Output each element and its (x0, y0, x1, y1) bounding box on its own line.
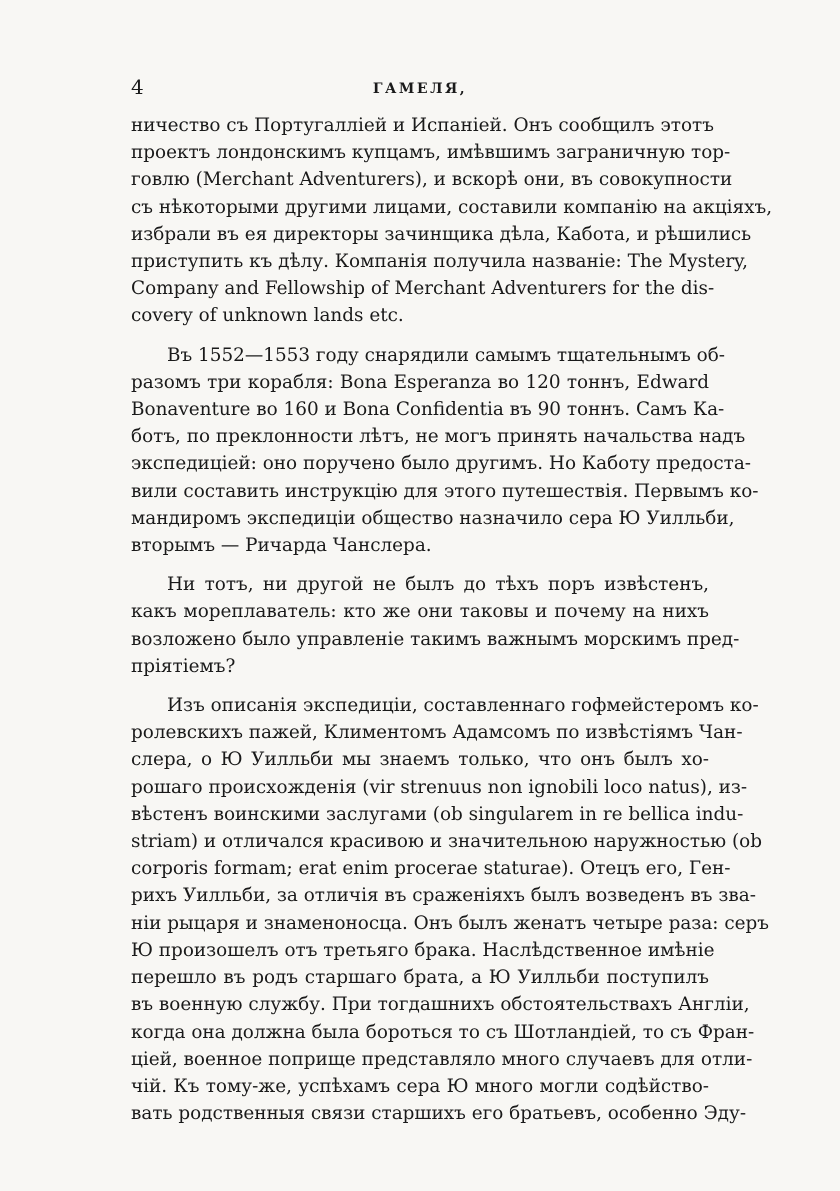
text-line: разомъ три корабля: Bona Esperanza во 120 тоннъ, Edward (131, 371, 709, 393)
page-number: 4 (131, 75, 144, 99)
text-line: возложено было управленіе такимъ важнымъ морскимъ пред- (131, 628, 740, 650)
text-line: Ни тотъ, ни другой не былъ до тѣхъ поръ извѣстенъ, (167, 574, 709, 596)
text-line: когда она должна была бороться то съ Шотландіей, то съ Фран- (131, 1021, 755, 1043)
text-line: ціей, военное поприще представляло много случаевъ для отли- (131, 1048, 753, 1070)
text-line: какъ мореплаватель: кто же они таковы и почему на нихъ (131, 601, 709, 623)
text-line: рихъ Уилльби, за отличія въ сраженіяхъ былъ возведенъ въ зва- (131, 885, 756, 907)
running-head-title: ГАМЕЛЯ, (372, 81, 468, 97)
paragraph (131, 571, 740, 680)
text-line: съ нѣкоторыми другими лицами, составили компанію на акціяхъ, (131, 196, 773, 218)
text-line: Bonaventure во 160 и Bona Confidentia въ 90 тоннъ. Самъ Ка- (131, 399, 725, 421)
text-line: covery of unknown lands etc. (131, 305, 404, 327)
text-line: приступить къ дѣлу. Компанія получила названіе: The Mystery, (131, 251, 748, 273)
text-line: чій. Къ тому-же, успѣхамъ сера Ю много могли содѣйство- (131, 1075, 709, 1097)
text-line: перешло въ родъ старшаго брата, а Ю Уилльби поступилъ (131, 967, 709, 989)
text-line: говлю (Merchant Adventurers), и вскорѣ они, въ совокупности (131, 169, 733, 191)
text-line: Въ 1552—1553 году снарядили самымъ тщательнымъ об- (167, 344, 726, 366)
text-line: ботъ, по преклонности лѣтъ, не могъ принять начальства надъ (131, 426, 746, 448)
text-line: рошаго происхожденія (vir strenuus non ignobili loco natus), из- (131, 776, 748, 798)
body-text (131, 112, 773, 1139)
text-line: вили составить инструкцію для этого путешествія. Первымъ ко- (131, 480, 759, 502)
text-line: проектъ лондонскимъ купцамъ, имѣвшимъ заграничную тор- (131, 142, 731, 164)
paragraph (131, 342, 759, 560)
text-line: Изъ описанія экспедиціи, составленнаго гофмейстеромъ ко- (167, 695, 759, 717)
text-line: мандиромъ экспедиціи общество назначило сера Ю Уилльби, (131, 507, 735, 529)
text-line: Company and Fellowship of Merchant Adventurers for the dis- (131, 278, 715, 300)
paragraph (131, 692, 769, 1127)
paragraph (131, 112, 773, 330)
text-line: ніи рыцаря и знаменоносца. Онъ былъ женатъ четыре раза: серъ (131, 912, 769, 934)
text-line: пріятіемъ? (131, 655, 236, 677)
text-line: слера, о Ю Уилльби мы знаемъ только, что онъ былъ хо- (131, 749, 709, 771)
text-line: Ю произошелъ отъ третьяго брака. Наслѣдственное имѣніе (131, 939, 715, 961)
text-line: избрали въ ея директоры зачинщика дѣла, Кабота, и рѣшились (131, 223, 752, 245)
text-line: вторымъ — Ричарда Чанслера. (131, 535, 432, 557)
text-line: вѣстенъ воинскими заслугами (ob singularem in re bellica indu- (131, 803, 744, 825)
text-line: ничество съ Португалліей и Испаніей. Онъ сообщилъ этотъ (131, 115, 714, 136)
text-line: corporis formam; erat enim procerae staturae). Отецъ его, Ген- (131, 858, 731, 880)
text-line: ролевскихъ пажей, Климентомъ Адамсомъ по извѣстіямъ Чан- (131, 722, 743, 744)
text-line: въ военную службу. При тогдашнихъ обстоятельствахъ Англіи, (131, 994, 750, 1016)
text-line: striam) и отличался красивою и значительною наружностью (ob (131, 831, 762, 853)
text-line: вать родственныя связи старшихъ его братьевъ, особенно Эду- (131, 1103, 747, 1125)
text-line: экспедиціей: оно поручено было другимъ. Но Каботу предоста- (131, 453, 752, 475)
